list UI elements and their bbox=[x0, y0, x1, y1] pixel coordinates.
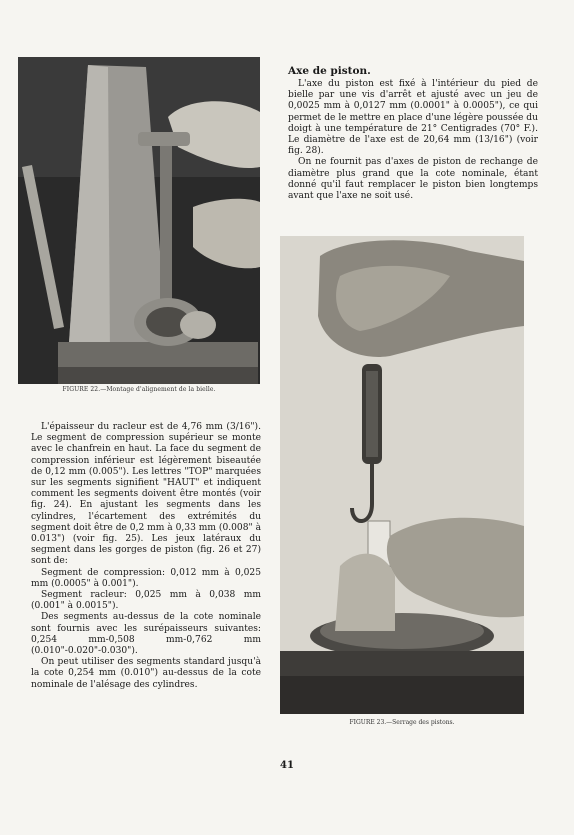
paragraph-ring-thickness: L'épaisseur du racleur est de 4,76 mm (3/16"). Le segment de compression supérieur se monte avec le chanfrein en haut. La face du segment de compression inférieur est légèrement biseautée de 0,12 mm (0.005"). Les lettres "TOP" marquées sur les segments signifient "HAUT" et indiquent comment les segments doivent être montés (voir fig. 24). En ajustant les segments dans les cylindres, l'écartement des extrémités du segment doit être de 0,2 mm à 0,33 mm (0.008" à 0.013") (voir fig. 25). Les jeux latéraux du segment dans les gorges de piston (fig. 26 et 27) sont de: bbox=[31, 422, 261, 567]
section-title-piston-pin: Axe de piston. bbox=[288, 65, 371, 77]
paragraph-compression-ring-clearance: Segment de compression: 0,012 mm à 0,025 mm (0.0005" à 0.001"). bbox=[31, 567, 261, 589]
connecting-rod-alignment-photo bbox=[18, 57, 260, 384]
figure-22-caption: FIGURE 22.—Montage d'alignement de la bielle. bbox=[62, 386, 216, 393]
left-text-column bbox=[31, 422, 261, 691]
figure-23-caption: FIGURE 23.—Serrage des pistons. bbox=[349, 719, 455, 726]
paragraph-piston-pin-replacement: On ne fournit pas d'axes de piston de rechange de diamètre plus grand que la cote nominale, étant donné qu'il faut remplacer le piston bien longtemps avant que l'axe ne soit usé. bbox=[288, 157, 538, 202]
page-number: 41 bbox=[280, 760, 294, 771]
right-text-column bbox=[288, 79, 538, 202]
paragraph-oversize-rings: Des segments au-dessus de la cote nominale sont fournis avec les surépaisseurs suivantes: 0,254 mm-0,508 mm-0,762 mm (0.010"-0.020"-0.030"). bbox=[31, 612, 261, 657]
paragraph-standard-rings: On peut utiliser des segments standard jusqu'à la cote 0,254 mm (0.010") au-dessus de la cote nominale de l'alésage des cylindres. bbox=[31, 657, 261, 690]
piston-fitting-photo bbox=[280, 236, 524, 714]
paragraph-piston-pin-fit: L'axe du piston est fixé à l'intérieur du pied de bielle par une vis d'arrêt et ajusté avec un jeu de 0,0025 mm à 0,0127 mm (0.0001" à 0.0005"), ce qui permet de le mettre en place d'une légère poussée du doigt à une température de 21° Centigrades (70° F.). Le diamètre de l'axe est de 20,64 mm (13/16") (voir fig. 28). bbox=[288, 79, 538, 157]
paragraph-oil-ring-clearance: Segment racleur: 0,025 mm à 0,038 mm (0.001" à 0.0015"). bbox=[31, 590, 261, 612]
